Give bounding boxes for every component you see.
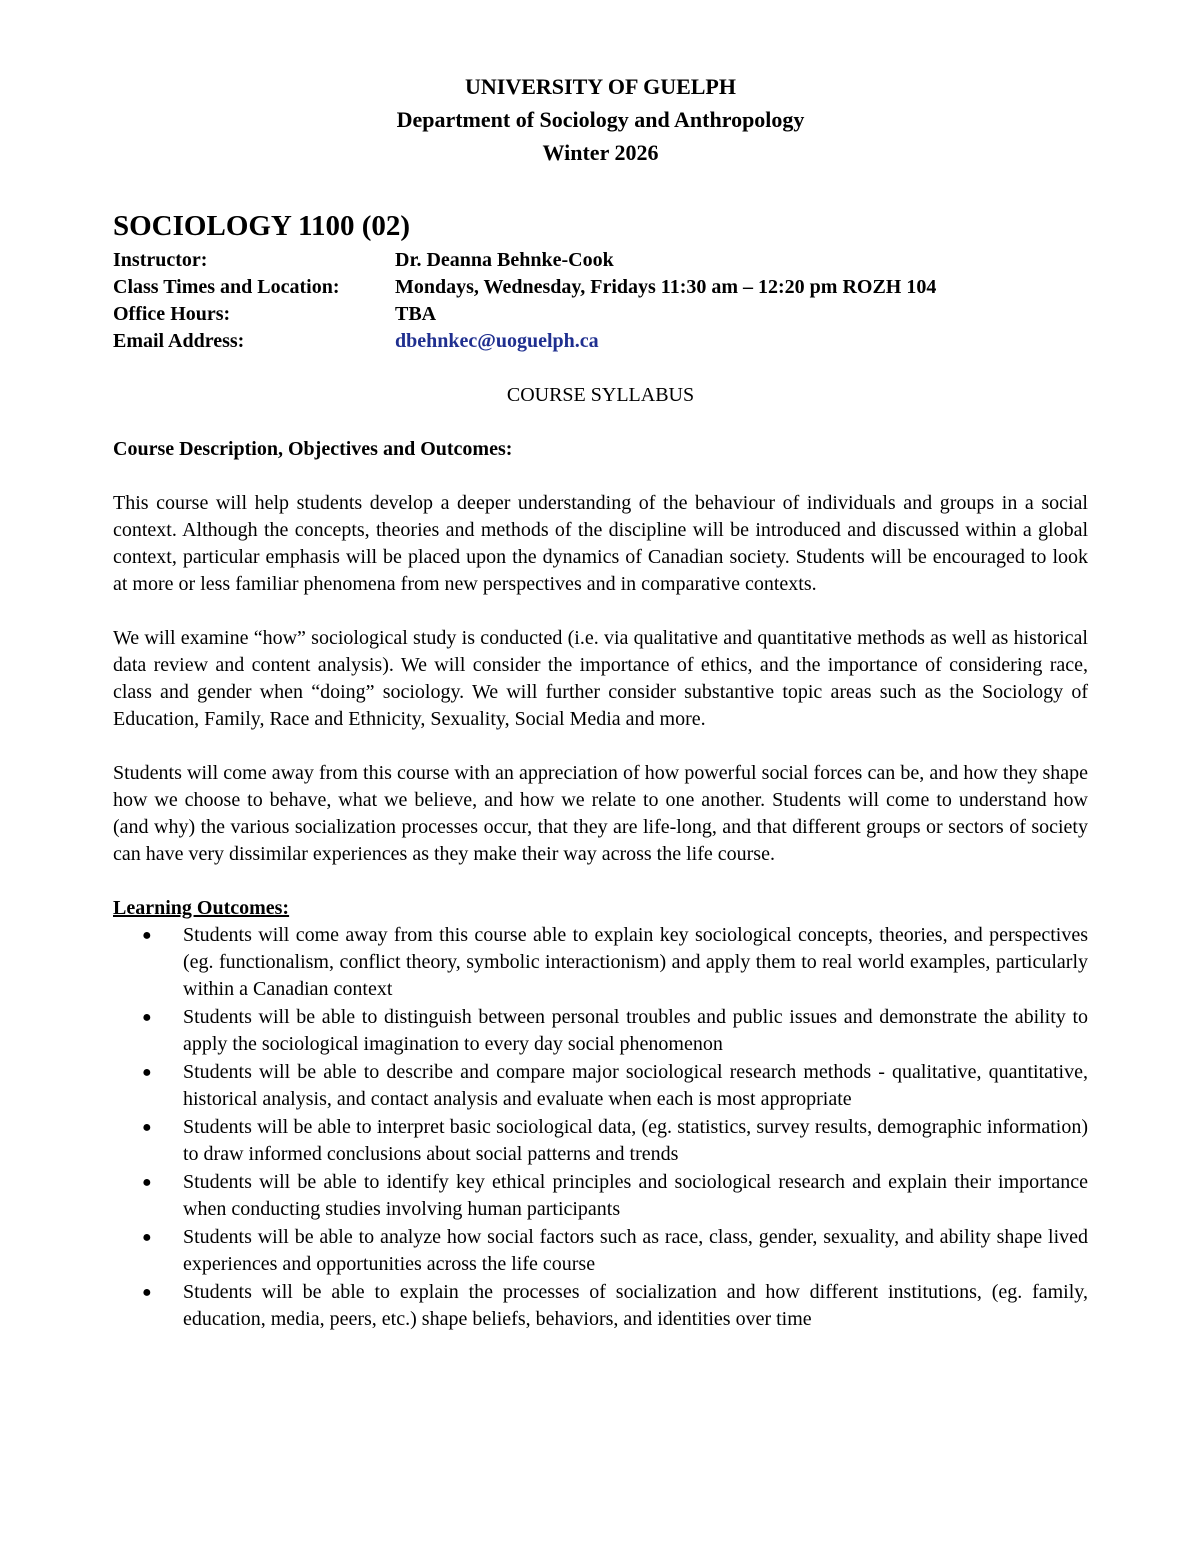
department-name: Department of Sociology and Anthropology <box>396 107 805 132</box>
syllabus-page <box>113 70 1088 1334</box>
list-item-text: Students will come away from this course able to explain key sociological concepts, theories, and perspectives (eg. functionalism, conflict theory, symbolic interactionism) and apply them to real world examples, particularly within a Canadian context <box>183 924 1088 1000</box>
bullet-icon: ● <box>142 1229 152 1246</box>
list-item <box>113 1004 1088 1058</box>
list-item-text: Students will be able to explain the processes of socialization and how different institutions, (eg. family, education, media, peers, etc.) shape beliefs, behaviors, and identities over time <box>183 1281 1088 1330</box>
list-item-text: Students will be able to describe and compare major sociological research methods - qualitative, quantitative, historical analysis, and contact analysis and evaluate when each is most appropriate <box>183 1061 1088 1110</box>
bullet-icon: ● <box>142 1174 152 1191</box>
office-hours-label: Office Hours: <box>113 303 231 325</box>
learning-outcomes-heading: Learning Outcomes: <box>113 897 290 919</box>
university-name: UNIVERSITY OF GUELPH <box>465 74 736 99</box>
bullet-icon: ● <box>142 927 152 944</box>
bullet-icon: ● <box>142 1119 152 1136</box>
instructor-label: Instructor: <box>113 249 208 271</box>
list-item <box>113 922 1088 1003</box>
description-paragraph: We will examine “how” sociological study is conducted (i.e. via qualitative and quantitative methods as well as historical data review and content analysis). We will consider the importance of ethics, and the importance of considering race, class and gender when “doing” sociology. We will further consider substantive topic areas such as the Sociology of Education, Family, Race and Ethnicity, Sexuality, Social Media and more. <box>113 627 1088 730</box>
email-link[interactable]: dbehnkec@uoguelph.ca <box>395 330 599 352</box>
email-value-cell <box>395 328 1088 355</box>
description-paragraph: Students will come away from this course with an appreciation of how powerful social forces can be, and how they shape how we choose to behave, what we believe, and how we relate to one another. Students will come to understand how (and why) the various socialization processes occur, that they are life-long, and that different groups or sectors of society can have very dissimilar experiences as they make their way across the life course. <box>113 762 1088 865</box>
list-item <box>113 1169 1088 1223</box>
office-hours-row <box>113 301 1088 328</box>
syllabus-title: COURSE SYLLABUS <box>506 384 695 406</box>
email-label: Email Address: <box>113 330 245 352</box>
class-times-value: Mondays, Wednesday, Fridays 11:30 am – 12:20 pm ROZH 104 <box>395 276 937 298</box>
list-item-text: Students will be able to analyze how social factors such as race, class, gender, sexuality, and ability shape lived experiences and opportunities across the life course <box>183 1226 1088 1275</box>
office-hours-value: TBA <box>395 303 437 325</box>
class-times-label: Class Times and Location: <box>113 276 340 298</box>
description-heading: Course Description, Objectives and Outcomes: <box>113 438 513 460</box>
list-item <box>113 1059 1088 1113</box>
list-item <box>113 1279 1088 1333</box>
list-item <box>113 1114 1088 1168</box>
list-item <box>113 1224 1088 1278</box>
list-item-text: Students will be able to identify key ethical principles and sociological research and explain their importance when conducting studies involving human participants <box>183 1171 1088 1220</box>
bullet-icon: ● <box>142 1284 152 1301</box>
course-code: SOCIOLOGY 1100 (02) <box>113 210 411 242</box>
list-item-text: Students will be able to interpret basic sociological data, (eg. statistics, survey results, demographic information) to draw informed conclusions about social patterns and trends <box>183 1116 1088 1165</box>
list-item-text: Students will be able to distinguish between personal troubles and public issues and demonstrate the ability to apply the sociological imagination to every day social phenomenon <box>183 1006 1088 1055</box>
bullet-icon: ● <box>142 1064 152 1081</box>
term: Winter 2026 <box>542 140 659 165</box>
bullet-icon: ● <box>142 1009 152 1026</box>
class-times-row <box>113 274 1088 301</box>
instructor-value: Dr. Deanna Behnke-Cook <box>395 249 614 271</box>
instructor-row <box>113 247 1088 274</box>
email-row <box>113 328 1088 355</box>
description-paragraph: This course will help students develop a deeper understanding of the behaviour of individuals and groups in a social context. Although the concepts, theories and methods of the discipline will be introduced and discussed within a global context, particular emphasis will be placed upon the dynamics of Canadian society. Students will be encouraged to look at more or less familiar phenomena from new perspectives and in comparative contexts. <box>113 492 1088 595</box>
learning-outcomes-list <box>113 922 1088 1333</box>
